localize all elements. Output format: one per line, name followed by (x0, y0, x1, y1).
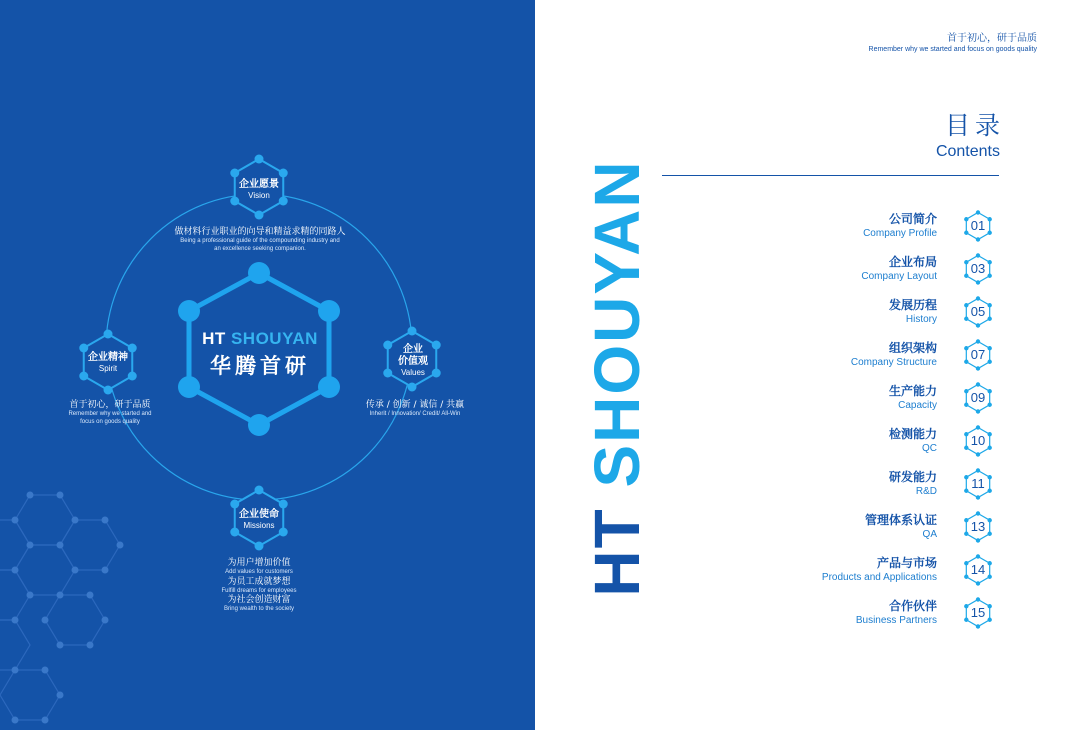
spirit-en: Spirit (98, 364, 118, 373)
toc-item-cn: 检测能力 (888, 427, 937, 441)
toc-item-cn: 研发能力 (888, 470, 937, 484)
toc-item-en: Company Profile (863, 228, 937, 239)
toc-item-cn: 合作伙伴 (888, 599, 937, 613)
background-hex-mesh (0, 495, 120, 720)
center-brand-en (190, 329, 330, 349)
toc-page-number: 09 (970, 390, 986, 405)
toc-item[interactable] (780, 341, 1070, 379)
toc-item-text (889, 470, 937, 498)
toc-item[interactable] (780, 470, 1070, 508)
values-cn-2: 价值观 (398, 356, 428, 367)
toc-item-cn: 生产能力 (888, 384, 937, 398)
toc-item-text (889, 427, 937, 455)
toc-item-cn: 企业布局 (888, 255, 937, 269)
missions-hexagon-dot (255, 542, 264, 551)
spirit-desc-cn: 首于初心，研于品质 (69, 400, 151, 410)
center-brand (190, 329, 330, 380)
values-desc-en: Inherit / Innovation/ Credit/ All-Win (369, 411, 461, 417)
toc-item[interactable] (780, 298, 1070, 336)
toc-page-number: 03 (970, 261, 986, 276)
toc-item-en: Company Structure (850, 357, 937, 368)
toc-item[interactable] (780, 599, 1070, 637)
toc-item-text (861, 255, 937, 283)
toc-item-cn: 组织架构 (888, 341, 937, 355)
brand-cn-name: 华腾首研 (210, 354, 310, 378)
spirit-node (78, 352, 138, 374)
toc-item[interactable] (780, 556, 1070, 594)
missions-desc-en-3: Bring wealth to the society (223, 606, 295, 612)
toc-item-en: Business Partners (855, 615, 937, 626)
toc-divider (662, 175, 999, 176)
values-desc-cn: 传承 / 创新 / 诚信 / 共赢 (365, 400, 465, 410)
toc-item-en: QA (922, 529, 937, 540)
toc-item-en: Products and Applications (821, 572, 937, 583)
toc-item-en: Company Layout (861, 271, 937, 282)
toc-title-cn: 目录 (944, 111, 1005, 140)
vision-hexagon-dot (279, 169, 288, 178)
toc-page-badge (961, 553, 995, 587)
toc-page-number: 15 (970, 605, 986, 620)
values-node (383, 344, 443, 378)
background-hex-dots (12, 492, 124, 724)
vision-cn: 企业愿景 (239, 179, 279, 190)
toc-item[interactable] (780, 255, 1070, 293)
vision-hexagon-dot (255, 211, 264, 220)
vertical-brand-ht: HT (581, 507, 653, 597)
vision-desc-en-2: an excellence seeking companion. (214, 245, 306, 252)
toc-page-number: 13 (970, 519, 986, 534)
vision-hexagon-dot (255, 155, 264, 164)
missions-desc-cn-3: 为社会创造财富 (227, 595, 291, 605)
toc-item-cn: 产品与市场 (876, 556, 937, 570)
vision-en: Vision (248, 191, 270, 200)
missions-desc-cn-1: 为用户增加价值 (227, 558, 291, 568)
missions-desc-en-1: Add values for customers (225, 569, 293, 575)
vertical-brand-text (581, 159, 653, 597)
vision-desc-cn: 做材料行业职业的向导和精益求精的同路人 (174, 227, 346, 237)
toc-page-badge (961, 510, 995, 544)
missions-desc-en-2: Fulfill dreams for employees (221, 587, 297, 594)
spirit-desc-en-1: Remember why we started and (68, 411, 152, 417)
toc-item[interactable] (780, 427, 1070, 465)
toc-item-cn: 发展历程 (888, 298, 937, 312)
missions-hexagon-dot (230, 500, 239, 509)
toc-page-number: 14 (970, 562, 986, 577)
toc-item[interactable] (780, 384, 1070, 422)
toc-item-en: Capacity (898, 400, 937, 411)
toc-page-number: 07 (970, 347, 986, 362)
toc-page-badge (961, 252, 995, 286)
missions-desc (189, 558, 329, 614)
toc-page-number: 11 (971, 476, 985, 491)
toc-item[interactable] (780, 513, 1070, 551)
values-desc (355, 400, 475, 419)
vision-desc (160, 227, 360, 253)
vision-node (229, 179, 289, 201)
missions-hexagon-dot (255, 486, 264, 495)
missions-en: Missions (243, 521, 275, 530)
toc-page-badge (961, 209, 995, 243)
toc-item-en: QC (922, 443, 937, 454)
vision-hexagon-dot (230, 169, 239, 178)
vertical-brand-shouyan: SHOUYAN (581, 159, 653, 488)
missions-node (229, 509, 289, 531)
spirit-hexagon-dot (104, 386, 113, 395)
values-hexagon-dot (408, 327, 417, 336)
toc-item-en: R&D (915, 486, 937, 497)
toc-item-en: History (905, 314, 937, 325)
toc-item[interactable] (780, 212, 1070, 250)
toc-page-number: 01 (970, 218, 986, 233)
brand-ht: HT (202, 329, 226, 348)
toc-page-badge (961, 381, 995, 415)
spirit-hexagon-dot (104, 330, 113, 339)
missions-cn: 企业使命 (239, 509, 279, 520)
values-hexagon-dot (408, 383, 417, 392)
toc-page-badge (961, 596, 995, 630)
toc-item-text (822, 556, 937, 584)
toc-item-text (851, 341, 937, 369)
values-en: Values (401, 368, 425, 377)
spirit-cn: 企业精神 (88, 352, 128, 363)
toc-item-cn: 公司简介 (888, 212, 937, 226)
toc-page-badge (961, 295, 995, 329)
toc-page-badge (961, 338, 995, 372)
toc-item-text (863, 212, 937, 240)
toc-item-text (889, 384, 937, 412)
toc-heading (935, 110, 1005, 162)
toc-item-text (889, 298, 937, 326)
spirit-desc (50, 400, 170, 426)
vision-desc-en-1: Being a professional guide of the compounding industry and (180, 238, 340, 244)
slogan-cn: 首于初心，研于品质 (947, 33, 1037, 44)
spirit-desc-en-2: focus on goods quality (80, 418, 140, 425)
toc-page-badge (961, 424, 995, 458)
toc-item-text (856, 599, 937, 627)
toc-title-en: Contents (935, 143, 1000, 160)
toc-item-cn: 管理体系认证 (864, 513, 937, 527)
toc-page-number: 10 (970, 433, 986, 448)
values-cn-1: 企业 (403, 344, 423, 355)
slogan-en: Remember why we started and focus on goods quality (868, 46, 1037, 53)
toc-page-badge (961, 467, 995, 501)
brand-shouyan: SHOUYAN (230, 329, 318, 348)
header-slogan (869, 32, 1037, 54)
toc-item-text (865, 513, 937, 541)
toc-page-number: 05 (970, 304, 986, 319)
missions-hexagon-dot (279, 500, 288, 509)
missions-desc-cn-2: 为员工成就梦想 (227, 576, 291, 587)
